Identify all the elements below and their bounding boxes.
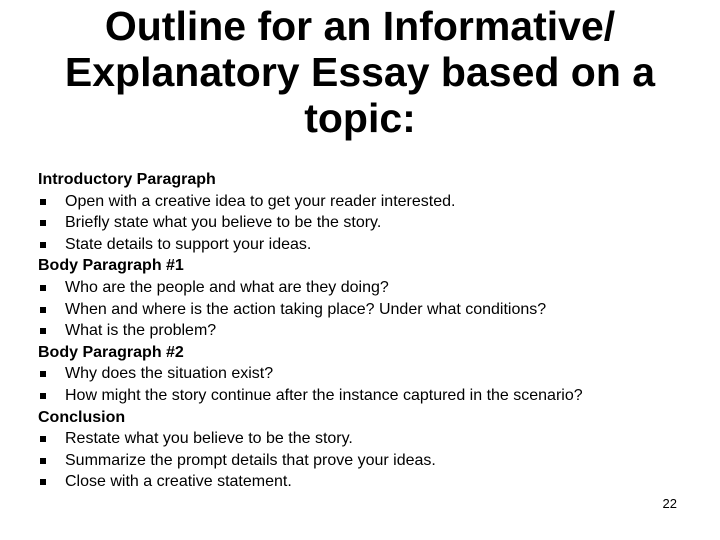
square-bullet-icon xyxy=(40,285,46,291)
square-bullet-icon xyxy=(40,328,46,334)
section-heading: Body Paragraph #2 xyxy=(38,343,184,361)
section-conclusion xyxy=(38,407,708,493)
bullet-list xyxy=(38,363,708,406)
bullet-text: When and where is the action taking place? Under what conditions? xyxy=(65,300,547,318)
section-body-paragraph-1 xyxy=(38,255,708,341)
outline-body xyxy=(38,169,708,493)
bullet-text: State details to support your ideas. xyxy=(65,235,312,253)
section-introductory-paragraph xyxy=(38,169,708,255)
bullet-text: Why does the situation exist? xyxy=(65,365,274,383)
bullet-list xyxy=(38,191,708,256)
slide-title: Outline for an Informative/ Explanatory Essay based on a topic: xyxy=(64,3,656,141)
bullet-list xyxy=(38,428,708,493)
section-heading: Introductory Paragraph xyxy=(38,171,216,188)
section-body-paragraph-2 xyxy=(38,342,708,407)
bullet-item xyxy=(38,212,708,234)
square-bullet-icon xyxy=(40,436,46,442)
bullet-item xyxy=(38,299,708,321)
square-bullet-icon xyxy=(40,393,46,399)
bullet-item xyxy=(38,363,708,385)
bullet-text: Open with a creative idea to get your reader interested. xyxy=(65,192,456,210)
bullet-text: Close with a creative statement. xyxy=(65,473,292,491)
square-bullet-icon xyxy=(40,199,46,205)
section-heading: Body Paragraph #1 xyxy=(38,257,184,275)
bullet-item xyxy=(38,428,708,450)
bullet-item xyxy=(38,277,708,299)
square-bullet-icon xyxy=(40,479,46,485)
square-bullet-icon xyxy=(40,307,46,313)
bullet-text: Summarize the prompt details that prove your ideas. xyxy=(65,451,436,469)
bullet-text: Who are the people and what are they doing? xyxy=(65,278,389,296)
bullet-text: How might the story continue after the instance captured in the scenario? xyxy=(65,386,583,404)
bullet-list xyxy=(38,277,708,342)
square-bullet-icon xyxy=(40,458,46,464)
bullet-item xyxy=(38,471,708,493)
bullet-item xyxy=(38,450,708,472)
bullet-item xyxy=(38,234,708,256)
page-number: 22 xyxy=(662,496,677,511)
square-bullet-icon xyxy=(40,371,46,377)
bullet-text: Restate what you believe to be the story. xyxy=(65,430,353,448)
section-heading: Conclusion xyxy=(38,408,126,426)
square-bullet-icon xyxy=(40,242,46,248)
bullet-item xyxy=(38,385,708,407)
bullet-text: Briefly state what you believe to be the story. xyxy=(65,214,382,232)
bullet-item xyxy=(38,320,708,342)
bullet-text: What is the problem? xyxy=(65,322,217,340)
bullet-item xyxy=(38,191,708,213)
square-bullet-icon xyxy=(40,220,46,226)
